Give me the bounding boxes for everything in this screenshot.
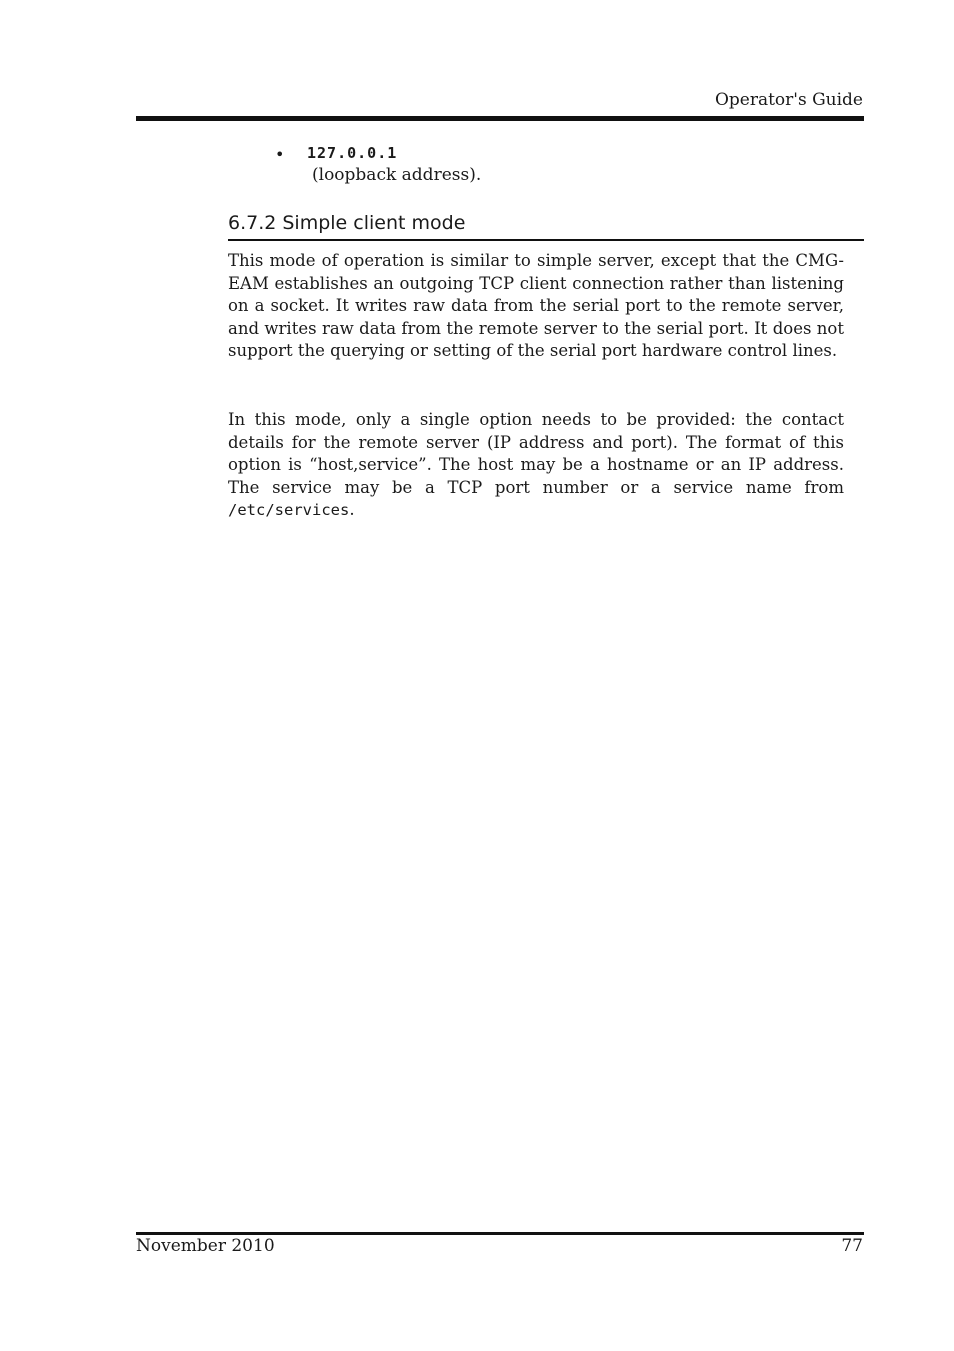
running-header: Operator's Guide	[714, 90, 863, 110]
section-number: 6.7.2	[228, 212, 277, 234]
paragraph-1: This mode of operation is similar to simple server, except that the CMG-EAM establishes an outgoing TCP client connection rather than listening on a socket. It writes raw data from the serial port to the remote server, and writes raw data from the remote server to the serial port. It does not support the querying or setting of the serial port hardware control lines.	[228, 251, 844, 361]
bullet-code: 127.0.0.1	[307, 144, 398, 162]
footer-date: November 2010	[136, 1236, 275, 1256]
paragraph-2-text: In this mode, only a single option needs to be provided: the contact details for the remote server (IP address and port). The format of this option is “host,service”. The host may be a hostname or an IP address. The service may be a TCP port number or a service name from	[228, 410, 844, 497]
heading-rule	[228, 239, 864, 241]
page-number: 77	[841, 1236, 863, 1256]
paragraph-2-code: /etc/services	[228, 501, 350, 520]
paragraph-2-end: .	[349, 500, 355, 520]
footer-rule	[136, 1232, 864, 1235]
section-heading	[228, 212, 863, 234]
bullet-marker: •	[275, 145, 285, 164]
paragraph-2	[228, 409, 844, 522]
section-title: Simple client mode	[282, 212, 466, 234]
bullet-description: (loopback address).	[312, 165, 482, 185]
header-rule	[136, 116, 864, 121]
